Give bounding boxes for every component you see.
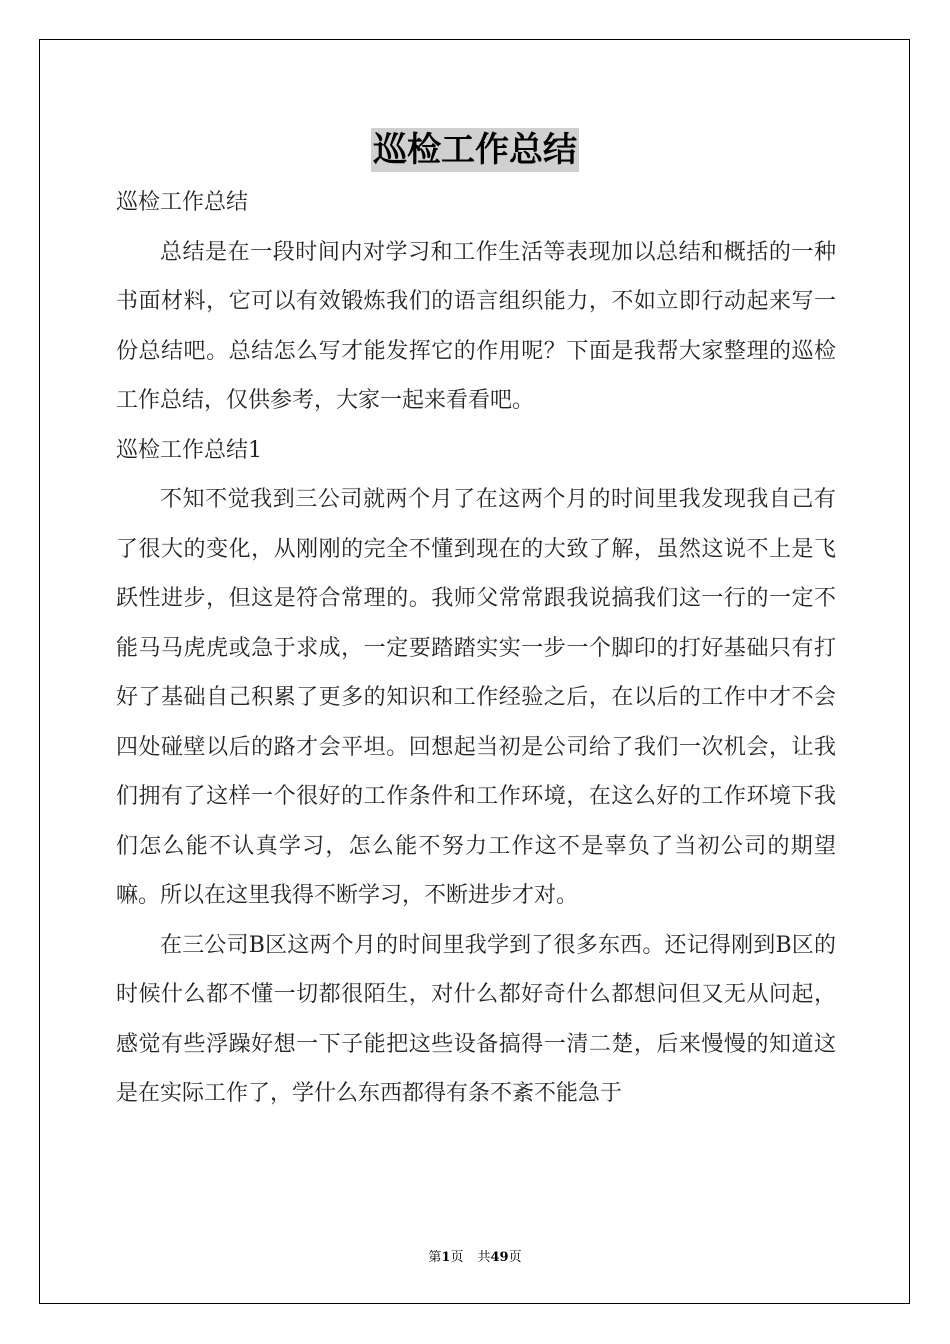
document-title: 巡检工作总结 [373, 130, 577, 170]
intro-paragraph: 总结是在一段时间内对学习和工作生活等表现加以总结和概括的一种书面材料，它可以有效锻炼我们的语言组织能力，不如立即行动起来写一份总结吧。总结怎么写才能发挥它的作用呢？下面是我帮大家整理的巡检工作总结，仅供参考，大家一起来看看吧。 [116, 239, 836, 413]
page-prefix: 第 [428, 1250, 442, 1265]
section-paragraph-2: 在三公司B区这两个月的时间里我学到了很多东西。还记得刚到B区的时候什么都不懂一切都很陌生，对什么都好奇什么都想问但又无从问起，感觉有些浮躁好想一下子能把这些设备搞得一清二楚，后来慢慢的知道这是在实际工作了，学什么东西都得有条不紊不能急于 [116, 932, 836, 1106]
page-total: 49 [490, 1250, 509, 1265]
section-heading: 巡检工作总结1 [116, 437, 262, 463]
document-body [116, 178, 836, 1119]
total-suffix: 页 [508, 1250, 522, 1265]
page-footer [0, 1246, 950, 1265]
section-paragraph-1: 不知不觉我到三公司就两个月了在这两个月的时间里我发现我自己有了很大的变化，从刚刚的完全不懂到现在的大致了解，虽然这说不上是飞跃性进步，但这是符合常理的。我师父常常跟我说搞我们这一行的一定不能马马虎虎或急于求成，一定要踏踏实实一步一个脚印的打好基础只有打好了基础自己积累了更多的知识和工作经验之后，在以后的工作中才不会四处碰壁以后的路才会平坦。回想起当初是公司给了我们一次机会，让我们拥有了这样一个很好的工作条件和工作环境，在这么好的工作环境下我们怎么能不认真学习，怎么能不努力工作这不是辜负了当初公司的期望嘛。所以在这里我得不断学习，不断进步才对。 [116, 487, 836, 908]
page-suffix: 页 [450, 1250, 464, 1265]
page-current: 1 [441, 1250, 451, 1265]
document-subtitle: 巡检工作总结 [116, 190, 249, 215]
total-prefix: 共 [477, 1250, 491, 1265]
title-container [0, 128, 950, 172]
